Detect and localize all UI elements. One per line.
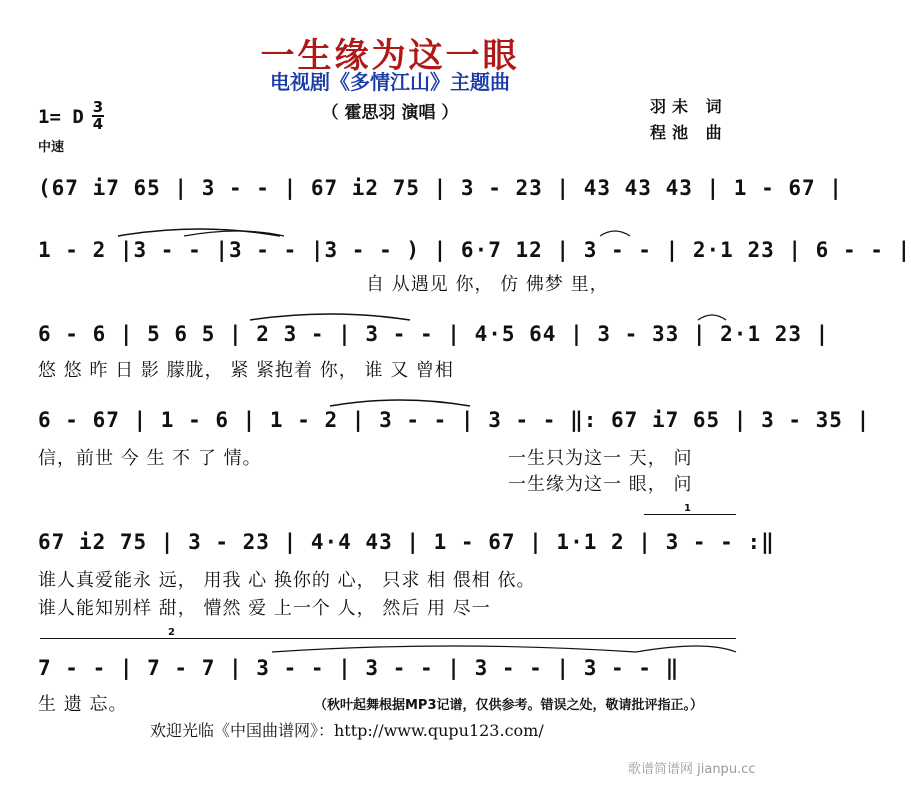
lyrics-row-4: 信，前世 今 生 不 了 情。 <box>38 448 262 469</box>
lyrics-row-6: 生 遗 忘。 <box>38 694 128 715</box>
slur <box>636 646 736 652</box>
notation-row-5: 67 i2 75 | 3 - 23 | 4·4 43 | 1 - 67 | 1·1 2 | 3 - - :‖ <box>38 530 775 554</box>
slur <box>184 231 284 236</box>
notation-row-6: 7 - - | 7 - 7 | 3 - - | 3 - - | 3 - - | 3 - - ‖ <box>38 656 680 680</box>
notation-row-2: 1 - 2 |3 - - |3 - - |3 - - ) | 6·7 12 | 3 - - | 2·1 23 | 6 - - | <box>38 238 911 262</box>
notation-row-1: (67 i7 65 | 3 - - | 67 i2 75 | 3 - 23 | 43 43 43 | 1 - 67 | <box>38 176 843 200</box>
key-signature: 1= D <box>38 106 84 128</box>
slur <box>330 400 470 406</box>
lyrics-row-2: 自 从遇见 你， 仿 佛梦 里， <box>366 274 609 295</box>
song-subtitle: 电视剧《多情江山》主题曲 <box>270 70 510 94</box>
slur <box>272 646 636 652</box>
notation-row-4: 6 - 67 | 1 - 6 | 1 - 2 | 3 - - | 3 - - ‖: 67 i7 65 | 3 - 35 | <box>38 408 871 432</box>
lyricist-credit: 羽未 词 <box>650 97 728 116</box>
slur <box>118 229 280 236</box>
first-ending-number: 1 <box>684 503 691 514</box>
time-signature-top: 3 <box>92 98 104 116</box>
site-footer: 欢迎光临《中国曲谱网》：http://www.qupu123.com/ <box>150 721 544 740</box>
slur <box>698 315 726 320</box>
composer-credit: 程池 曲 <box>650 123 728 142</box>
slur <box>250 314 410 320</box>
tempo-marking: 中速 <box>38 140 65 155</box>
lyrics-row-3: 悠 悠 昨 日 影 朦胧， 紧 紧抱着 你， 谁 又 曾相 <box>38 360 454 381</box>
notation-row-3: 6 - 6 | 5 6 5 | 2 3 - | 3 - - | 4·5 64 | 3 - 33 | 2·1 23 | <box>38 322 830 346</box>
time-signature-bottom: 4 <box>92 115 104 133</box>
lyrics-row-5-verse-1: 谁人真爱能永 远， 用我 心 换你的 心， 只求 相 偎相 依。 <box>38 570 536 591</box>
lyrics-row-4-verse-1: 一生只为这一 天， 问 <box>508 448 693 469</box>
watermark: 歌谱简谱网 jianpu.cc <box>628 762 756 777</box>
singer-credit: （ 霍思羽 演唱 ） <box>321 103 459 123</box>
lyrics-row-4-verse-2: 一生缘为这一 眼， 问 <box>508 474 693 495</box>
slur <box>600 231 630 236</box>
second-ending-number: 2 <box>168 627 175 638</box>
transcriber-note: （秋叶起舞根据MP3记谱，仅供参考。错误之处，敬请批评指正。） <box>314 698 704 713</box>
song-title: 一生缘为这一眼 <box>260 36 520 76</box>
lyrics-row-5-verse-2: 谁人能知别样 甜， 懵然 爱 上一个 人， 然后 用 尽一 <box>38 598 491 619</box>
